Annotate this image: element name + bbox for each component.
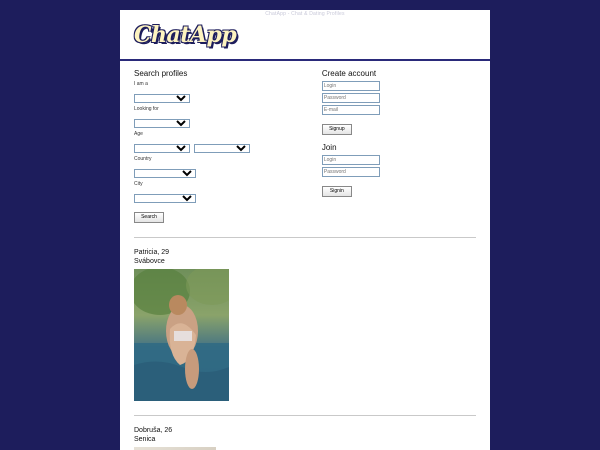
- label-country: Country: [134, 156, 152, 162]
- join-title: Join: [321, 143, 337, 152]
- site-header: [120, 19, 490, 61]
- profile-photo[interactable]: [134, 269, 229, 401]
- profile-card-1[interactable]: [134, 248, 476, 401]
- label-age: Age: [134, 131, 143, 137]
- profile-name: Patricia, 29: [134, 249, 170, 256]
- signup-password-input[interactable]: [322, 93, 380, 103]
- browser-page: [120, 10, 490, 450]
- select-age-from[interactable]: [134, 144, 190, 153]
- select-country[interactable]: [134, 169, 196, 178]
- signin-password-input[interactable]: [322, 167, 380, 177]
- section-divider-2: [134, 415, 476, 416]
- signup-email-input[interactable]: [322, 105, 380, 115]
- profile-card-2[interactable]: [134, 426, 476, 450]
- search-title: Search profiles: [134, 69, 188, 78]
- search-button[interactable]: Search: [134, 212, 164, 223]
- create-account-title: Create account: [321, 69, 377, 78]
- account-panel: [322, 69, 476, 223]
- profile-name: Dobruša, 26: [134, 427, 173, 434]
- profile-city: Senica: [134, 436, 156, 443]
- select-i-am-a[interactable]: [134, 94, 190, 103]
- profile-city: Svábovce: [134, 258, 165, 265]
- label-looking-for: Looking for: [134, 106, 159, 112]
- signup-login-input[interactable]: [322, 81, 380, 91]
- main-content: [120, 61, 490, 450]
- section-divider-1: [134, 237, 476, 238]
- select-city[interactable]: [134, 194, 196, 203]
- search-panel: [134, 69, 322, 223]
- window-title: ChatApp - Chat & Dating Profiles: [120, 10, 490, 19]
- signin-login-input[interactable]: [322, 155, 380, 165]
- signup-button[interactable]: Signup: [322, 124, 352, 135]
- label-i-am-a: I am a: [134, 81, 148, 87]
- select-looking-for[interactable]: [134, 119, 190, 128]
- forms-row: [134, 69, 476, 223]
- signin-button[interactable]: Signin: [322, 186, 352, 197]
- site-logo[interactable]: ChatApp: [134, 22, 237, 48]
- select-age-to[interactable]: [194, 144, 250, 153]
- label-city: City: [134, 181, 143, 187]
